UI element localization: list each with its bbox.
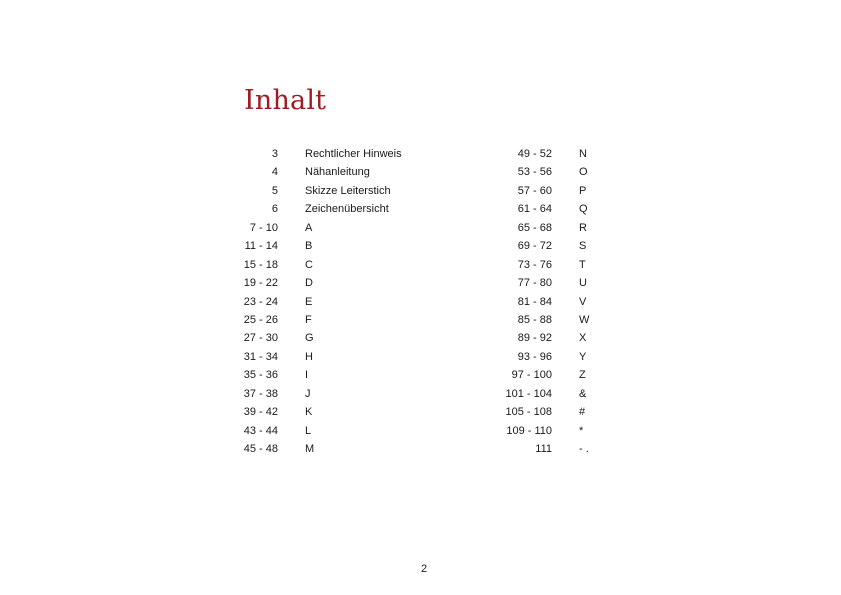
toc-page-range: 65 - 68: [517, 221, 552, 234]
toc-row: [490, 440, 589, 458]
toc-entry-label: A: [305, 221, 313, 234]
toc-row: [490, 311, 589, 329]
toc-page-range: 27 - 30: [243, 332, 278, 345]
toc-entry-label: P: [579, 184, 587, 197]
page-title: Inhalt: [244, 85, 327, 116]
toc-entry-label: G: [305, 332, 314, 345]
toc-entry-label: *: [579, 424, 584, 437]
toc-page-range: 15 - 18: [243, 258, 278, 271]
toc-row: [490, 200, 589, 218]
toc-entry-label: Rechtlicher Hinweis: [305, 148, 402, 160]
toc-entry-label: N: [579, 148, 587, 160]
toc-entry-label: Zeichenübersicht: [305, 203, 389, 216]
toc-page-range: 31 - 34: [243, 350, 278, 363]
toc-entry-label: K: [305, 406, 313, 419]
toc-page-range: 105 - 108: [505, 406, 552, 419]
toc-entry-label: - .: [579, 443, 589, 455]
toc-entry-label: M: [305, 443, 315, 455]
toc-page-range: 5: [271, 184, 278, 197]
toc-row: [228, 219, 402, 237]
toc-entry-label: B: [305, 240, 313, 253]
toc-entry-label: S: [579, 240, 587, 253]
toc-page-range: 49 - 52: [517, 148, 552, 160]
toc-page-range: 77 - 80: [517, 277, 552, 290]
toc-entry-label: X: [579, 332, 587, 345]
toc-page-range: 35 - 36: [243, 369, 278, 382]
toc-entry-label: T: [579, 258, 586, 271]
toc-page-range: 6: [271, 203, 278, 216]
toc-row: [228, 274, 402, 292]
toc-entry-label: Nähanleitung: [305, 166, 370, 179]
toc-page-range: 57 - 60: [517, 184, 552, 197]
toc-row: [490, 219, 589, 237]
toc-row: [228, 293, 402, 311]
toc-row: [490, 385, 589, 403]
toc-row: [228, 237, 402, 255]
toc-page-range: 4: [271, 166, 278, 179]
toc-row: [228, 256, 402, 274]
toc-row: [228, 311, 402, 329]
toc-page-range: 89 - 92: [517, 332, 552, 345]
toc-row: [228, 348, 402, 366]
toc-row: [490, 403, 589, 421]
toc-entry-label: H: [305, 350, 313, 363]
toc-entry-label: W: [579, 313, 590, 326]
toc-page-range: 109 - 110: [506, 424, 552, 437]
toc-row: [228, 366, 402, 384]
toc-entry-label: J: [305, 387, 311, 400]
toc-row: [228, 385, 402, 403]
toc-page-range: 69 - 72: [517, 240, 552, 253]
toc-page-range: 61 - 64: [517, 203, 552, 216]
toc-row: [490, 422, 589, 440]
toc-entry-label: #: [579, 406, 586, 419]
toc-page-range: 43 - 44: [243, 424, 278, 437]
toc-page-range: 19 - 22: [243, 277, 278, 290]
toc-page-range: 81 - 84: [517, 295, 552, 308]
toc-row: [490, 256, 589, 274]
toc-row: [490, 329, 589, 347]
toc-page-range: 25 - 26: [243, 313, 278, 326]
toc-row: [490, 274, 589, 292]
toc-entry-label: L: [305, 424, 312, 437]
toc-row: [228, 440, 402, 458]
toc-row: [490, 348, 589, 366]
toc-entry-label: I: [305, 369, 309, 382]
toc-row: [490, 145, 589, 163]
toc-page-range: 97 - 100: [511, 369, 552, 382]
toc-entry-label: Skizze Leiterstich: [305, 184, 391, 197]
toc-page-range: 73 - 76: [517, 258, 552, 271]
toc-page-range: 7 - 10: [249, 221, 278, 234]
toc-entry-label: V: [579, 295, 587, 308]
toc-row: [228, 403, 402, 421]
toc-row: [228, 182, 402, 200]
toc-page-range: 93 - 96: [517, 350, 552, 363]
toc-column-right: [490, 145, 589, 458]
toc-page-range: 111: [535, 443, 552, 455]
toc-page-range: 37 - 38: [243, 387, 278, 400]
toc-page-range: 53 - 56: [517, 166, 552, 179]
toc-row: [490, 237, 589, 255]
toc-page-range: 45 - 48: [243, 443, 278, 455]
toc-row: [228, 329, 402, 347]
toc-entry-label: D: [305, 277, 313, 290]
toc-page-range: 101 - 104: [505, 387, 552, 400]
page-number: 2: [420, 563, 428, 575]
toc-row: [490, 182, 589, 200]
toc-entry-label: &: [579, 387, 587, 400]
toc-column-left: [228, 145, 402, 458]
toc-entry-label: Q: [579, 203, 588, 216]
toc-entry-label: C: [305, 258, 313, 271]
toc-entry-label: Z: [579, 369, 586, 382]
toc-row: [228, 200, 402, 218]
toc-row: [490, 366, 589, 384]
toc-row: [228, 422, 402, 440]
toc-page-range: 11 - 14: [244, 240, 278, 253]
toc-page-range: 39 - 42: [243, 406, 278, 419]
toc-row: [490, 163, 589, 181]
toc-entry-label: O: [579, 166, 588, 179]
toc-row: [490, 293, 589, 311]
toc-entry-label: Y: [579, 350, 587, 363]
toc-entry-label: U: [579, 277, 587, 290]
toc-row: [228, 145, 402, 163]
toc-page-range: 3: [271, 148, 278, 160]
toc-entry-label: E: [305, 295, 313, 308]
toc-entry-label: R: [579, 221, 587, 234]
toc-row: [228, 163, 402, 181]
toc-entry-label: F: [305, 313, 312, 326]
toc-page-range: 23 - 24: [243, 295, 278, 308]
toc-page-range: 85 - 88: [517, 313, 552, 326]
